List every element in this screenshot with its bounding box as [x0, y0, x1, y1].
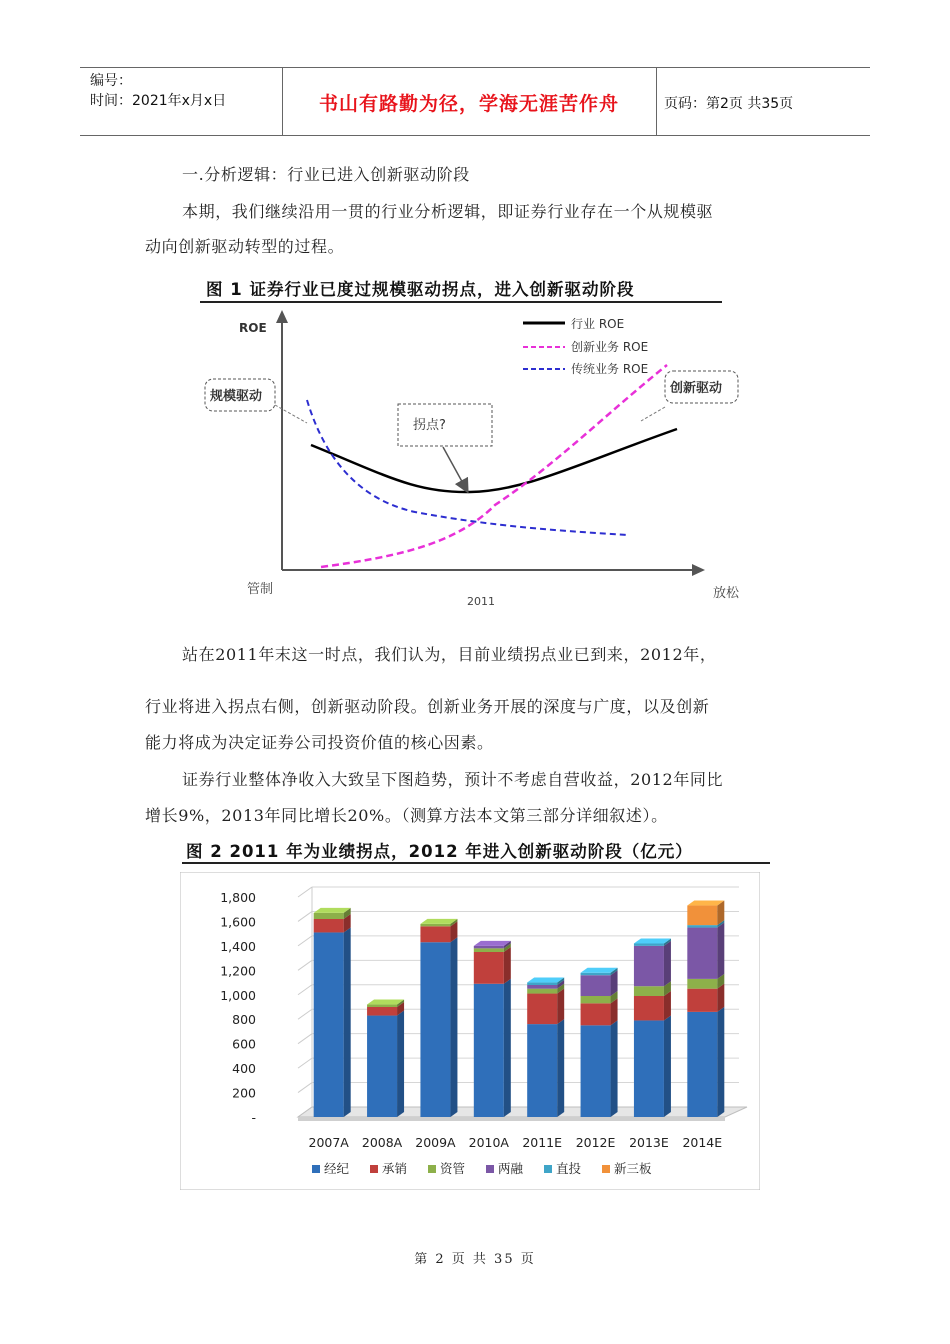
document-time: 时间：2021年x月x日 — [90, 93, 227, 109]
bar-segment — [687, 979, 717, 989]
bar-segment-side — [344, 927, 351, 1117]
x-tick-label: 2009A — [415, 1135, 456, 1150]
bar-segment-side — [664, 991, 671, 1020]
callout-scale-leader — [275, 405, 307, 423]
bar-segment — [367, 1016, 397, 1117]
bar-segment-side — [664, 1015, 671, 1117]
bar-segment-side — [504, 947, 511, 984]
y-tick-label: 600 — [232, 1036, 256, 1052]
y-axis-arrow — [276, 310, 288, 323]
industry-roe-curve — [311, 429, 677, 492]
bar-segment — [474, 952, 504, 984]
bar-segment — [634, 946, 664, 986]
bar-segment-side — [664, 941, 671, 986]
bar-segment — [474, 984, 504, 1117]
bar-segment — [314, 913, 344, 919]
bar-segment — [527, 1024, 557, 1117]
legend-label: 直投 — [556, 1161, 582, 1176]
legend-label: 承销 — [382, 1161, 408, 1176]
bar-segment-side — [717, 923, 724, 979]
header-divider — [656, 67, 657, 136]
bar-segment — [367, 1007, 397, 1016]
x-tick-label: 2012E — [575, 1135, 616, 1150]
paragraph-line: 行业将进入拐点右侧，创新驱动阶段。创新业务开展的深度与广度，以及创新 — [145, 697, 710, 716]
bar-segment — [581, 1003, 611, 1025]
page-footer: 第 2 页 共 35 页 — [414, 1252, 536, 1267]
roe-concept-chart — [195, 305, 755, 615]
bar-segment — [687, 989, 717, 1012]
y-tick-label: 800 — [232, 1012, 256, 1028]
bar-segment-side — [397, 1011, 404, 1117]
legend-swatch — [544, 1165, 552, 1173]
bar-segment — [687, 925, 717, 927]
x-axis-left-label: 管制 — [247, 582, 274, 597]
paragraph-line: 动向创新驱动转型的过程。 — [145, 237, 345, 256]
bar-segment — [687, 1012, 717, 1117]
paragraph-line: 增长9%，2013年同比增长20%。（测算方法本文第三部分详细叙述）。 — [145, 806, 668, 825]
bar-segment — [581, 996, 611, 1003]
chart-floor — [298, 1107, 747, 1117]
bar-segment — [420, 924, 450, 926]
page-header — [80, 67, 870, 136]
bar-segment-side — [717, 1007, 724, 1117]
bar-segment-side — [557, 989, 564, 1025]
section-heading: 一.分析逻辑：行业已进入创新驱动阶段 — [182, 165, 470, 184]
paragraph-line: 站在2011年末这一时点，我们认为，目前业绩拐点业已到来，2012年， — [182, 645, 717, 664]
bar-segment — [581, 973, 611, 975]
figure-2-rule — [182, 862, 770, 864]
y-tick-label: 200 — [232, 1085, 256, 1101]
callout-turning-point-text: 拐点? — [413, 418, 446, 433]
legend-swatch — [312, 1165, 320, 1173]
bar-segment — [634, 943, 664, 945]
bar-segment — [634, 986, 664, 996]
header-top-rule — [80, 67, 870, 68]
x-tick-label: 2013E — [629, 1135, 669, 1150]
header-meta — [90, 71, 226, 111]
y-tick-label: 1,200 — [220, 963, 256, 979]
legend-label-traditional: 传统业务 ROE — [571, 362, 649, 376]
x-axis-right-label: 放松 — [713, 586, 740, 601]
y-tick-label: 1,800 — [220, 890, 256, 905]
legend-label: 新三板 — [614, 1161, 652, 1176]
turning-point-arrow — [443, 447, 465, 487]
paragraph-line: 能力将成为决定证券公司投资价值的核心因素。 — [145, 733, 494, 752]
legend-swatch — [486, 1165, 494, 1173]
legend-label: 两融 — [498, 1161, 524, 1176]
bar-segment — [581, 1025, 611, 1117]
figure-1-rule — [200, 301, 722, 303]
header-motto: 书山有路勤为径，学海无涯苦作舟 — [318, 93, 619, 115]
legend-label: 资管 — [440, 1161, 466, 1176]
bar-segment — [527, 985, 557, 989]
document-number: 编号： — [90, 73, 132, 89]
y-tick-label: 400 — [232, 1061, 256, 1077]
x-tick-label: 2010A — [468, 1135, 509, 1150]
chart-floor-edge — [298, 1117, 725, 1121]
bar-segment — [527, 983, 557, 985]
bar-segment — [367, 1005, 397, 1007]
bar-segment — [634, 996, 664, 1020]
bar-segment — [420, 942, 450, 1117]
legend-swatch — [428, 1165, 436, 1173]
bar-segment — [314, 919, 344, 932]
bar-segment — [527, 989, 557, 994]
bar-segment — [581, 975, 611, 996]
legend-swatch — [370, 1165, 378, 1173]
net-income-stacked-bar-chart — [180, 872, 760, 1190]
legend-label-innovation: 创新业务 ROE — [571, 340, 649, 354]
legend-swatch — [602, 1165, 610, 1173]
bar-segment — [314, 932, 344, 1117]
bar-segment — [687, 906, 717, 926]
bar-segment — [474, 946, 504, 948]
legend-label: 经纪 — [324, 1161, 350, 1176]
bar-segment — [527, 994, 557, 1025]
y-tick-label: 1,400 — [220, 938, 256, 954]
x-tick-label: 2014E — [682, 1135, 723, 1150]
callout-scale-driven-text: 规模驱动 — [210, 389, 263, 404]
y-tick-label: - — [251, 1110, 256, 1125]
figure-2-title: 图 2 2011 年为业绩拐点，2012 年进入创新驱动阶段（亿元） — [186, 842, 693, 861]
paragraph-line: 本期，我们继续沿用一贯的行业分析逻辑，即证券行业存在一个从规模驱 — [182, 202, 714, 221]
x-tick-label: 2011E — [522, 1135, 563, 1150]
figure-1-title: 图 1 证券行业已度过规模驱动拐点，进入创新驱动阶段 — [206, 280, 635, 299]
bar-segment — [420, 926, 450, 942]
callout-innovation-driven-text: 创新驱动 — [670, 381, 723, 396]
callout-innovation-leader — [641, 407, 665, 421]
y-tick-label: 1,600 — [220, 914, 256, 930]
bar-segment-side — [450, 937, 457, 1117]
x-tick-label: 2007A — [308, 1135, 349, 1150]
bar-segment — [634, 1020, 664, 1117]
bar-segment — [687, 928, 717, 979]
header-page-number: 页码：第2页 共35页 — [664, 96, 794, 112]
innovation-roe-curve — [321, 365, 667, 567]
bar-segment — [474, 948, 504, 952]
x-axis-tick-2011: 2011 — [467, 595, 495, 608]
x-axis-arrow — [692, 564, 705, 576]
bar-segment-side — [557, 1019, 564, 1117]
y-axis-label: ROE — [239, 321, 267, 335]
header-bottom-rule — [80, 135, 870, 136]
legend-label-industry: 行业 ROE — [571, 317, 625, 331]
paragraph-line: 证券行业整体净收入大致呈下图趋势，预计不考虑自营收益，2012年同比 — [182, 770, 724, 789]
bar-segment-side — [611, 1020, 618, 1117]
y-tick-label: 1,000 — [220, 987, 256, 1003]
bar-segment-side — [504, 979, 511, 1117]
x-tick-label: 2008A — [361, 1135, 403, 1150]
